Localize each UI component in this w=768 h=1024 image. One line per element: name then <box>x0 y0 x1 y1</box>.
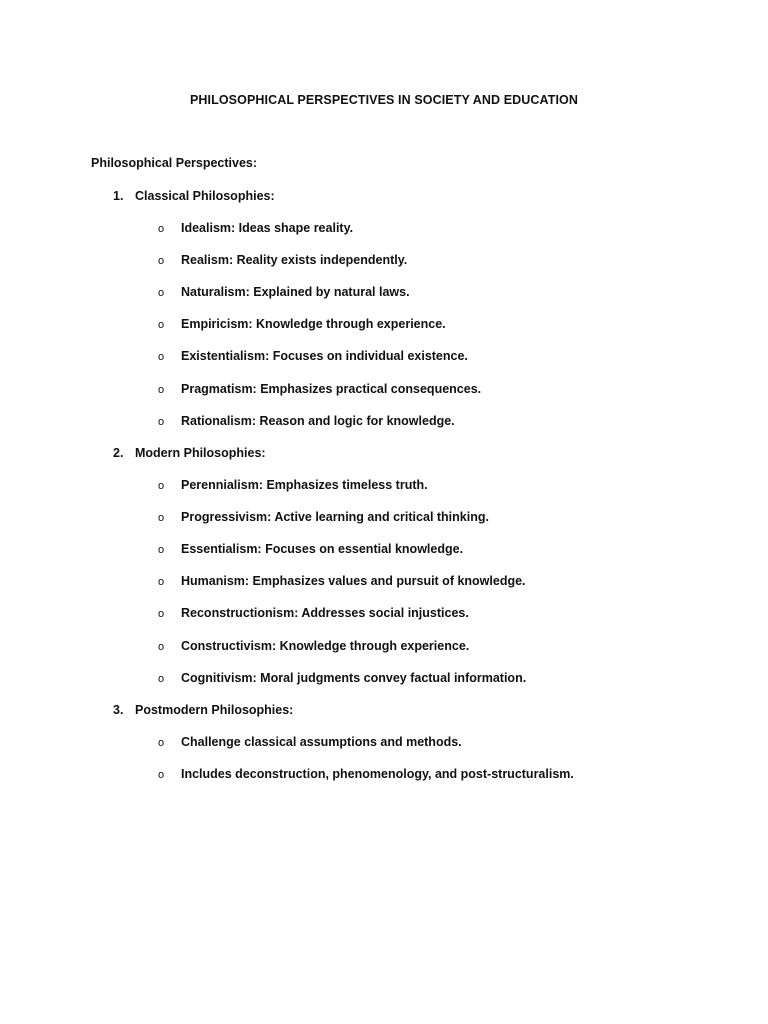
bullet-circle-icon: o <box>158 769 165 781</box>
list-item <box>158 542 463 556</box>
list-item-text: Constructivism: Knowledge through experience. <box>181 639 470 653</box>
list-item <box>158 478 428 492</box>
bullet-circle-icon: o <box>158 287 165 299</box>
list-item-text: Empiricism: Knowledge through experience. <box>181 317 446 331</box>
list-item <box>158 221 353 235</box>
list-item-text: Idealism: Ideas shape reality. <box>181 221 354 235</box>
list-item <box>158 317 446 331</box>
list-item <box>158 382 481 396</box>
bullet-circle-icon: o <box>158 641 165 653</box>
list-item-text: Rationalism: Reason and logic for knowledge. <box>181 414 455 428</box>
list-item-text: Reconstructionism: Addresses social injustices. <box>181 606 469 620</box>
bullet-circle-icon: o <box>158 608 165 620</box>
bullet-circle-icon: o <box>158 255 165 267</box>
category-label: Classical Philosophies: <box>135 189 275 203</box>
section-heading: Philosophical Perspectives: <box>91 156 258 170</box>
list-item-text: Naturalism: Explained by natural laws. <box>181 285 410 299</box>
bullet-circle-icon: o <box>158 223 165 235</box>
list-item <box>158 606 469 620</box>
category-label: Modern Philosophies: <box>135 446 266 460</box>
list-item <box>158 510 489 524</box>
list-item <box>158 253 407 267</box>
bullet-circle-icon: o <box>158 480 165 492</box>
bullet-circle-icon: o <box>158 416 165 428</box>
list-item <box>158 735 462 749</box>
list-item-text: Essentialism: Focuses on essential knowledge. <box>181 542 464 556</box>
category-heading <box>113 446 266 460</box>
bullet-circle-icon: o <box>158 319 165 331</box>
category-heading <box>113 703 293 717</box>
document-title: PHILOSOPHICAL PERSPECTIVES IN SOCIETY AND EDUCATION <box>189 93 579 107</box>
list-item-text: Pragmatism: Emphasizes practical consequences. <box>181 382 482 396</box>
list-item <box>158 414 455 428</box>
list-item-text: Humanism: Emphasizes values and pursuit of knowledge. <box>181 574 526 588</box>
category-number: 1. <box>113 189 124 203</box>
list-item-text: Progressivism: Active learning and critical thinking. <box>181 510 489 524</box>
list-item <box>158 285 410 299</box>
list-item-text: Challenge classical assumptions and methods. <box>181 735 462 749</box>
list-item <box>158 639 469 653</box>
bullet-circle-icon: o <box>158 737 165 749</box>
list-item-text: Cognitivism: Moral judgments convey factual information. <box>181 671 527 685</box>
bullet-circle-icon: o <box>158 351 165 363</box>
category-label: Postmodern Philosophies: <box>135 703 294 717</box>
list-item <box>158 767 574 781</box>
list-item-text: Realism: Reality exists independently. <box>181 253 408 267</box>
list-item <box>158 574 526 588</box>
category-number: 3. <box>113 703 124 717</box>
list-item-text: Perennialism: Emphasizes timeless truth. <box>181 478 428 492</box>
category-number: 2. <box>113 446 124 460</box>
bullet-circle-icon: o <box>158 576 165 588</box>
category-heading <box>113 189 275 203</box>
list-item <box>158 671 526 685</box>
list-item <box>158 349 468 363</box>
list-item-text: Includes deconstruction, phenomenology, and post-structuralism. <box>181 767 574 781</box>
bullet-circle-icon: o <box>158 512 165 524</box>
bullet-circle-icon: o <box>158 544 165 556</box>
bullet-circle-icon: o <box>158 673 165 685</box>
bullet-circle-icon: o <box>158 384 165 396</box>
list-item-text: Existentialism: Focuses on individual existence. <box>181 349 468 363</box>
